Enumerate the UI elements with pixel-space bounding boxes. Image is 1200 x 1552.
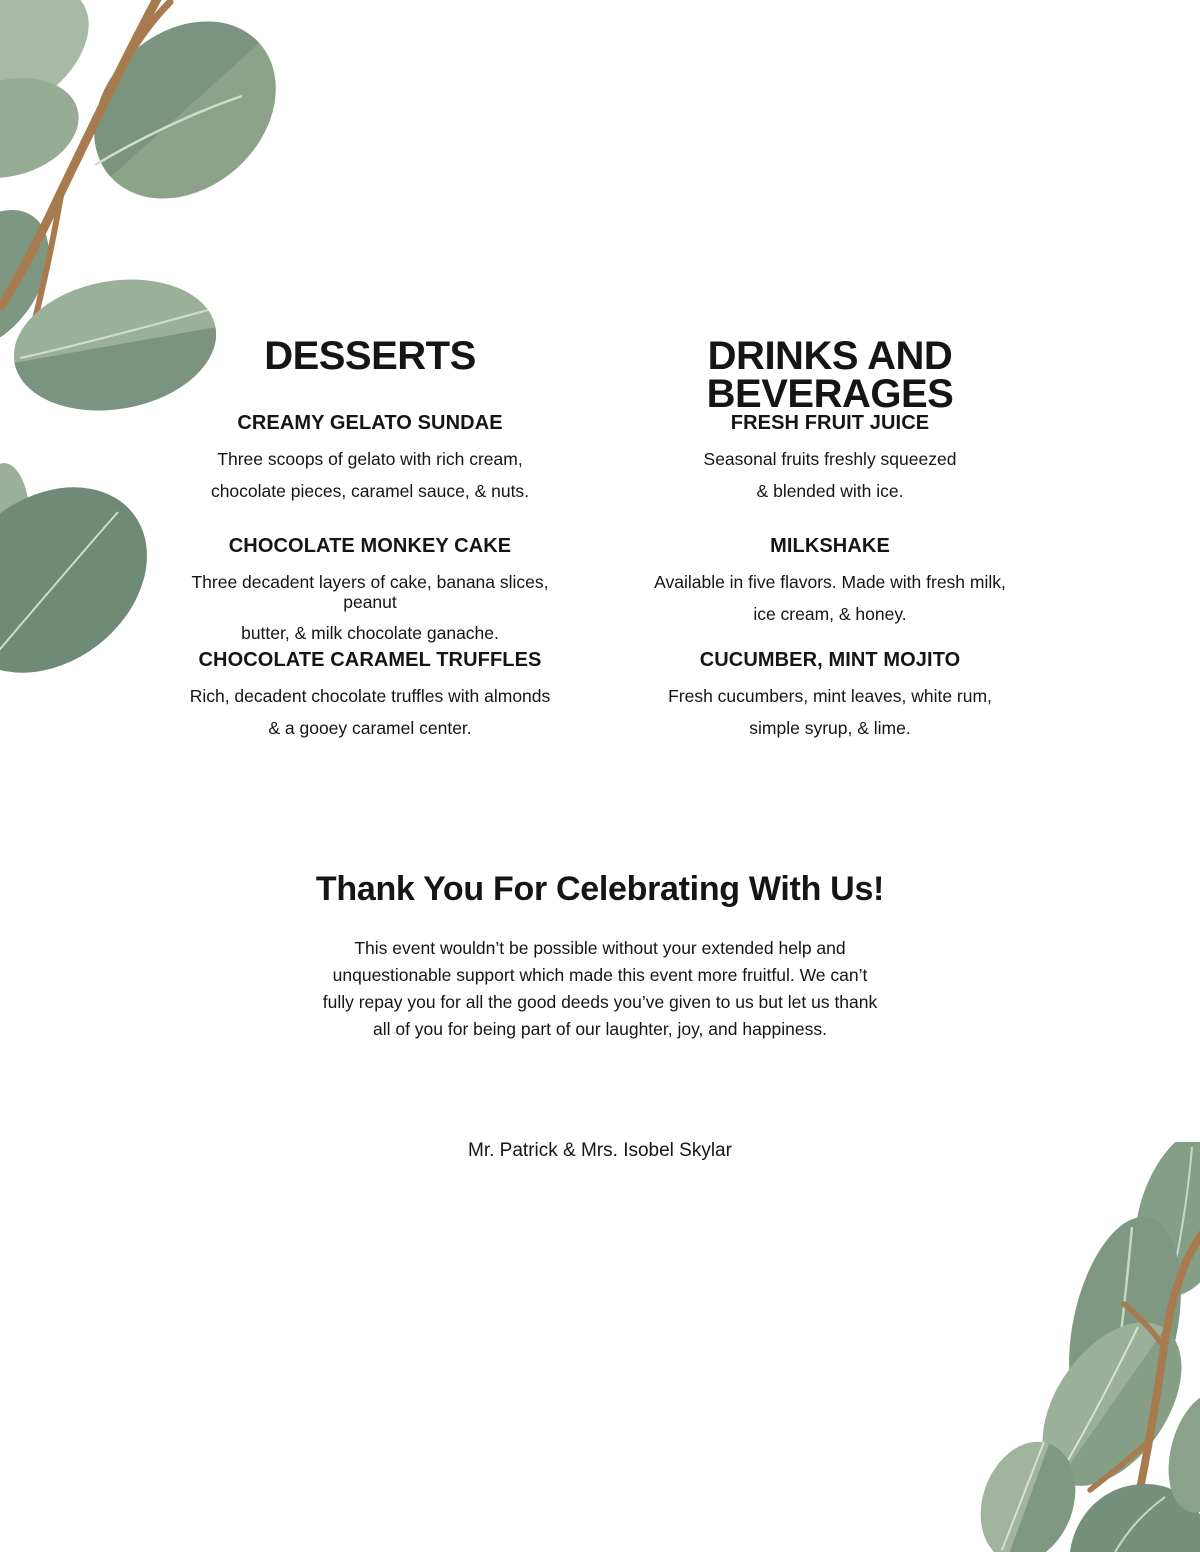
menu-item	[620, 650, 1040, 738]
eucalyptus-decoration-bottom-right	[940, 1142, 1200, 1552]
menu-item-description-line: Seasonal fruits freshly squeezed	[703, 449, 957, 469]
menu-item-name: FRESH FRUIT JUICE	[730, 412, 930, 434]
menu-item	[620, 536, 1040, 650]
menu-item	[160, 413, 580, 536]
menu-item	[160, 650, 580, 738]
menu-item-description-line: & a gooey caramel center.	[268, 718, 472, 738]
leaf-vein	[1108, 1227, 1132, 1427]
leaf-vein	[1115, 1497, 1165, 1552]
thanks-paragraph-line: all of you for being part of our laughter, joy, and happiness.	[372, 1019, 827, 1039]
menu-item-description-line: ice cream, & honey.	[753, 604, 907, 624]
leaf-icon	[1014, 1297, 1200, 1511]
thanks-section	[0, 871, 1200, 1043]
thanks-paragraph-line: fully repay you for all the good deeds you’ve given to us but let us thank	[322, 992, 878, 1012]
thanks-paragraph-line: This event wouldn’t be possible without your extended help and	[354, 938, 846, 958]
menu-item-description-line: Rich, decadent chocolate truffles with almonds	[189, 686, 551, 706]
leaf-vein	[95, 96, 242, 165]
leaf-icon	[0, 63, 90, 193]
menu-item-description-line: Three scoops of gelato with rich cream,	[217, 449, 523, 469]
menu-item	[620, 413, 1040, 536]
menu-content	[0, 334, 1200, 1162]
branch-twig	[1124, 1304, 1164, 1347]
menu-item-name: CHOCOLATE CARAMEL TRUFFLES	[198, 649, 542, 671]
leaf-vein	[1170, 1147, 1192, 1292]
menu-item-description-line: chocolate pieces, caramel sauce, & nuts.	[210, 481, 530, 501]
menu-section-desserts	[160, 334, 580, 751]
leaf-icon	[58, 0, 280, 235]
menu-item-description-line: peanut	[343, 592, 397, 612]
menu-item-description-line: Available in five flavors. Made with fresh milk,	[654, 572, 1006, 592]
menu-item-description-line: & blended with ice.	[756, 481, 904, 501]
leaf-icon	[1115, 1142, 1200, 1311]
menu-item-name: CUCUMBER, MINT MOJITO	[699, 649, 961, 671]
thanks-paragraph-line: unquestionable support which made this event more fruitful. We can’t	[332, 965, 868, 985]
leaf-icon	[0, 0, 113, 140]
branch-icon	[1125, 1234, 1200, 1552]
thanks-title: Thank You For Celebrating With Us!	[315, 870, 885, 908]
menu-item-name: CHOCOLATE MONKEY CAKE	[228, 535, 512, 557]
leaf-icon	[1051, 1207, 1199, 1448]
menu-item-description-line: Three decadent layers of cake, banana slices,	[191, 572, 549, 592]
leaf-icon	[965, 1428, 1092, 1552]
menu-item	[160, 536, 580, 650]
leaf-vein	[1002, 1442, 1044, 1550]
menu-section-drinks	[620, 334, 1040, 751]
leaf-vein	[1068, 1327, 1138, 1460]
menu-item-description-line: butter, & milk chocolate ganache.	[241, 623, 499, 643]
menu-item-description-line: Fresh cucumbers, mint leaves, white rum,	[668, 686, 992, 706]
thanks-paragraph	[0, 935, 1200, 1043]
menu-item-name: CREAMY GELATO SUNDAE	[237, 412, 503, 434]
menu-columns	[0, 334, 1200, 751]
menu-section-title: DRINKS AND BEVERAGES	[706, 334, 954, 416]
menu-item-name: MILKSHAKE	[770, 535, 890, 557]
leaf-icon	[1156, 1383, 1200, 1521]
branch-icon	[2, 0, 163, 305]
couple-names: Mr. Patrick & Mrs. Isobel Skylar	[468, 1140, 732, 1161]
menu-item-description-line: simple syrup, & lime.	[749, 718, 911, 738]
leaf-icon	[1070, 1484, 1200, 1552]
branch-twig	[1090, 1442, 1148, 1490]
menu-section-title: DESSERTS	[264, 334, 476, 378]
branch-twig	[121, 2, 170, 68]
